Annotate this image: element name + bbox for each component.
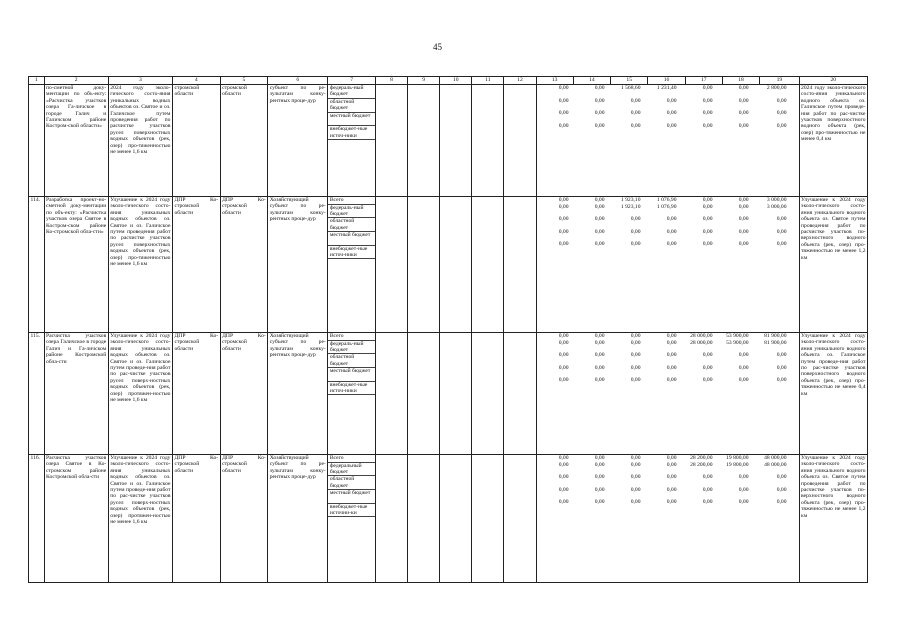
funding-source: Всего xyxy=(328,197,375,205)
amount-value: 0,00 xyxy=(776,122,787,129)
funding-sources xyxy=(328,197,376,333)
values-row xyxy=(537,110,799,123)
amount-value: 0,00 xyxy=(558,474,569,480)
values-row xyxy=(537,365,799,378)
empty-cell xyxy=(440,197,472,333)
amount-value: 0,00 xyxy=(738,474,749,480)
expected-result: Улучшение к 2024 году эколо-гического состо-яния уникального водного объекта оз. Галичское путем проведе-ния работ по рас-чистке участков поверхностного водного объекта (рек, озер) про-тяженностью не менее 0,4 км xyxy=(799,333,867,455)
responsible-body: ДПР Ко-стромской области xyxy=(172,455,220,583)
amount-value: 0,00 xyxy=(666,241,677,247)
amount-value: 0,00 xyxy=(594,333,605,339)
responsible-body: стромской области xyxy=(172,85,220,197)
program-table xyxy=(28,76,868,583)
funding-values xyxy=(536,333,799,455)
amount-value: 53 900,00 xyxy=(726,339,749,346)
amount-value: 19 800,00 xyxy=(726,461,749,468)
amount-value: 1 923,10 xyxy=(620,197,641,203)
row-number: 116. xyxy=(29,455,45,583)
amount-value: 0,00 xyxy=(776,216,787,222)
header-col-8: 8 xyxy=(375,77,407,85)
amount-value: 0,00 xyxy=(594,455,605,461)
values-row xyxy=(537,499,799,512)
amount-value: 0,00 xyxy=(558,241,569,247)
empty-cell xyxy=(504,85,536,197)
amount-value: 0,00 xyxy=(666,455,677,461)
funding-source: местный бюджет xyxy=(328,232,375,246)
funding-source: внебюджет-ные источ-ники xyxy=(328,246,375,260)
header-col-6: 6 xyxy=(268,77,328,85)
amount-value: 0,00 xyxy=(630,474,641,480)
header-col-20: 20 xyxy=(799,77,867,85)
amount-value: 0,00 xyxy=(594,486,605,493)
empty-cell xyxy=(504,333,536,455)
amount-value: 0,00 xyxy=(594,85,605,91)
table-row xyxy=(29,197,868,333)
expected-result: Улучшение к 2024 году эколо-гического состо-яния уникального водного объекта оз. Святое путем проведения работ по расчистке участков по-верхностного водного объекта (рек, озер) про-тяженностью не менее 1,2 км xyxy=(799,197,867,333)
amount-value: 0,00 xyxy=(558,203,569,210)
table-row xyxy=(29,455,868,583)
amount-value: 53 900,00 xyxy=(726,333,749,339)
activity-name: по-сметной доку-ментации по объ-екту: «Расчистка участков озера Га-личское в городе Галич и Галичском районе Костром-ской области» xyxy=(44,85,108,197)
subject-cell: Хозяйствующий субъект по ре-зультатам конку-рентных проце-дур xyxy=(268,333,328,455)
subject-cell: Хозяйствующий субъект по ре-зультатам конку-рентных проце-дур xyxy=(268,455,328,583)
amount-value: 0,00 xyxy=(738,203,749,210)
values-row xyxy=(537,487,799,500)
header-col-7: 7 xyxy=(328,77,376,85)
amount-value: 0,00 xyxy=(630,364,641,371)
amount-value: 0,00 xyxy=(702,97,713,104)
activity-purpose: Улучшение к 2024 году эколо-гического состо-яния уникальных водных объектов оз. Святое и оз. Галичское путем проведе-ния работ по рас-чистке участков русел поверх-ностных водных объектов (рек, озер) протяжен-ностью не менее 1,6 км xyxy=(108,333,172,455)
amount-value: 0,00 xyxy=(776,228,787,235)
amount-value: 0,00 xyxy=(776,377,787,383)
activity-purpose: Улучшение к 2024 году эколо-гического состо-яния уникальных водных объектов оз. Святое и оз. Галичское путем проведе-ния работ по рас-чистке участков русел поверх-ностных водных объектов (рек, озер) протяжен-ностью не менее 1,6 км xyxy=(108,455,172,583)
amount-value: 0,00 xyxy=(630,216,641,222)
amount-value: 0,00 xyxy=(630,228,641,235)
funding-source: Всего xyxy=(328,455,375,463)
amount-value: 0,00 xyxy=(702,352,713,358)
empty-cell xyxy=(408,333,440,455)
amount-value: 0,00 xyxy=(702,203,713,210)
empty-cell xyxy=(472,197,504,333)
values-row xyxy=(537,229,799,242)
header-row xyxy=(29,77,868,85)
amount-value: 0,00 xyxy=(776,364,787,371)
funding-source: Всего xyxy=(328,333,375,341)
amount-value: 0,00 xyxy=(594,110,605,116)
expected-result: 2024 году эколо-гического состо-яния уникального водного объекта оз. Галичское путем проведе-ния работ по рас-чистке участков поверхностного водного объекта (рек, озер) про-тяженностью не менее 0,4 км xyxy=(799,85,867,197)
funding-sources xyxy=(328,85,376,197)
amount-value: 0,00 xyxy=(666,339,677,346)
empty-cell xyxy=(408,455,440,583)
header-col-9: 9 xyxy=(408,77,440,85)
amount-value: 0,00 xyxy=(666,228,677,235)
amount-value: 0,00 xyxy=(630,122,641,129)
amount-value: 0,00 xyxy=(558,461,569,468)
page-number: 45 xyxy=(433,42,442,52)
amount-value: 0,00 xyxy=(558,97,569,104)
header-col-2: 2 xyxy=(44,77,108,85)
activity-name: Разработка проект-но-сметной доку-ментации по объ-екту: «Расчистка участков озера Святое в Костром-ском районе Ко-стромской обла-сти» xyxy=(44,197,108,333)
responsible-body: ДПР Ко-стромской области xyxy=(172,333,220,455)
executor-body: стромской области xyxy=(220,85,268,197)
amount-value: 0,00 xyxy=(776,97,787,104)
funding-values xyxy=(536,85,799,197)
empty-cell xyxy=(375,85,407,197)
header-col-12: 12 xyxy=(504,77,536,85)
empty-cell xyxy=(440,455,472,583)
amount-value: 0,00 xyxy=(738,486,749,493)
amount-value: 28 200,00 xyxy=(690,455,713,461)
executor-body: ДПР Ко-стромской области xyxy=(220,197,268,333)
amount-value: 3 000,00 xyxy=(766,203,787,210)
values-row xyxy=(537,462,799,475)
funding-source: областной бюджет xyxy=(328,476,375,490)
table-row xyxy=(29,333,868,455)
amount-value: 0,00 xyxy=(594,122,605,129)
amount-value: 0,00 xyxy=(738,377,749,383)
amount-value: 0,00 xyxy=(630,110,641,116)
funding-source: внебюджет-ные источ-ники xyxy=(328,382,375,396)
amount-value: 1 568,60 xyxy=(620,85,641,91)
amount-value: 81 900,00 xyxy=(764,333,787,339)
amount-value: 0,00 xyxy=(594,474,605,480)
amount-value: 0,00 xyxy=(666,474,677,480)
amount-value: 48 000,00 xyxy=(764,455,787,461)
amount-value: 1 923,10 xyxy=(620,203,641,210)
amount-value: 0,00 xyxy=(594,216,605,222)
amount-value: 81 900,00 xyxy=(764,339,787,346)
amount-value: 0,00 xyxy=(702,241,713,247)
amount-value: 0,00 xyxy=(558,197,569,203)
amount-value: 0,00 xyxy=(738,352,749,358)
amount-value: 0,00 xyxy=(666,461,677,468)
amount-value: 0,00 xyxy=(594,461,605,468)
amount-value: 0,00 xyxy=(666,110,677,116)
amount-value: 0,00 xyxy=(630,499,641,505)
header-col-19: 19 xyxy=(760,77,799,85)
empty-cell xyxy=(472,85,504,197)
empty-cell xyxy=(375,197,407,333)
amount-value: 28 000,00 xyxy=(690,339,713,346)
amount-value: 0,00 xyxy=(738,216,749,222)
funding-source: местный бюджет xyxy=(328,368,375,382)
funding-source: федераль-ный бюджет xyxy=(328,85,375,99)
header-col-4: 4 xyxy=(172,77,220,85)
amount-value: 0,00 xyxy=(594,499,605,505)
amount-value: 0,00 xyxy=(702,228,713,235)
header-col-18: 18 xyxy=(722,77,759,85)
amount-value: 0,00 xyxy=(630,333,641,339)
executor-body: ДПР Ко-стромской области xyxy=(220,455,268,583)
expected-result: Улучшение к 2024 году эколо-гического состо-яния уникального водного объекта оз. Святое путем проведения работ по расчистке участков по-верхностного водного объекта (рек, озер) про-тяженностью не менее 1,2 км xyxy=(799,455,867,583)
amount-value: 1 076,90 xyxy=(656,197,677,203)
amount-value: 0,00 xyxy=(666,377,677,383)
funding-source: местный бюджет xyxy=(328,490,375,504)
empty-cell xyxy=(440,85,472,197)
amount-value: 0,00 xyxy=(776,499,787,505)
funding-source: внебюджет-ные источни-ки xyxy=(328,504,375,518)
amount-value: 0,00 xyxy=(738,122,749,129)
amount-value: 0,00 xyxy=(776,110,787,116)
activity-purpose: Улучшение к 2024 году эколо-гического состо-яния уникальных водных объектов оз. Святое и оз. Галичское путем проведения работ по расчистке участков русел поверхностных водных объектов (рек, озер) про-тяженностью не менее 1,6 км xyxy=(108,197,172,333)
amount-value: 0,00 xyxy=(558,85,569,91)
amount-value: 0,00 xyxy=(738,228,749,235)
amount-value: 0,00 xyxy=(738,499,749,505)
amount-value: 0,00 xyxy=(558,455,569,461)
amount-value: 0,00 xyxy=(702,474,713,480)
amount-value: 0,00 xyxy=(738,241,749,247)
empty-cell xyxy=(375,333,407,455)
values-row xyxy=(537,474,799,487)
amount-value: 3 000,00 xyxy=(766,197,787,203)
activity-name: Расчистка участков озера Галичское в городе Галич и Га-личском районе Костромской обла-сти xyxy=(44,333,108,455)
amount-value: 0,00 xyxy=(666,364,677,371)
empty-cell xyxy=(504,455,536,583)
amount-value: 0,00 xyxy=(558,486,569,493)
amount-value: 0,00 xyxy=(558,352,569,358)
empty-cell xyxy=(472,333,504,455)
amount-value: 0,00 xyxy=(558,339,569,346)
values-row xyxy=(537,216,799,229)
funding-sources xyxy=(328,333,376,455)
row-number xyxy=(29,85,45,197)
amount-value: 0,00 xyxy=(630,486,641,493)
amount-value: 0,00 xyxy=(594,197,605,203)
amount-value: 0,00 xyxy=(702,85,713,91)
funding-source: местный бюджет xyxy=(328,113,375,127)
amount-value: 0,00 xyxy=(738,197,749,203)
amount-value: 0,00 xyxy=(702,499,713,505)
amount-value: 0,00 xyxy=(666,97,677,104)
funding-source: областной бюджет xyxy=(328,354,375,368)
executor-body: ДПР Ко-стромской области xyxy=(220,333,268,455)
funding-source: областной бюджет xyxy=(328,99,375,113)
amount-value: 1 231,40 xyxy=(656,85,677,91)
amount-value: 0,00 xyxy=(630,339,641,346)
values-row xyxy=(537,98,799,111)
row-number: 114. xyxy=(29,197,45,333)
funding-source: внебюджет-ные источ-ники xyxy=(328,126,375,140)
amount-value: 0,00 xyxy=(594,203,605,210)
amount-value: 0,00 xyxy=(630,455,641,461)
amount-value: 0,00 xyxy=(630,97,641,104)
funding-values xyxy=(536,197,799,333)
amount-value: 0,00 xyxy=(558,216,569,222)
values-row xyxy=(537,204,799,217)
amount-value: 28 200,00 xyxy=(690,461,713,468)
amount-value: 0,00 xyxy=(666,486,677,493)
subject-cell: Хозяйствующий субъект по ре-зультатам конку-рентных проце-дур xyxy=(268,197,328,333)
amount-value: 0,00 xyxy=(702,122,713,129)
values-row xyxy=(537,123,799,136)
amount-value: 0,00 xyxy=(594,97,605,104)
amount-value: 2 800,00 xyxy=(766,85,787,91)
amount-value: 0,00 xyxy=(776,241,787,247)
header-col-16: 16 xyxy=(648,77,685,85)
amount-value: 0,00 xyxy=(630,461,641,468)
amount-value: 0,00 xyxy=(558,333,569,339)
funding-sources xyxy=(328,455,376,583)
amount-value: 0,00 xyxy=(594,339,605,346)
header-col-5: 5 xyxy=(220,77,268,85)
funding-source: федераль-ный бюджет xyxy=(328,205,375,219)
activity-purpose: 2024 году эколо-гического состо-яния уникальных водных объектов оз. Святое и оз. Галичское путем проведения работ по расчистке участков русел поверхностных водных объектов (рек, озер) про-тяженностью не менее 1,6 км xyxy=(108,85,172,197)
header-col-13: 13 xyxy=(536,77,573,85)
empty-cell xyxy=(440,333,472,455)
amount-value: 0,00 xyxy=(702,197,713,203)
row-number: 115. xyxy=(29,333,45,455)
amount-value: 28 000,00 xyxy=(690,333,713,339)
amount-value: 0,00 xyxy=(702,216,713,222)
amount-value: 0,00 xyxy=(702,486,713,493)
amount-value: 0,00 xyxy=(702,364,713,371)
header-col-17: 17 xyxy=(685,77,722,85)
amount-value: 0,00 xyxy=(738,364,749,371)
amount-value: 0,00 xyxy=(558,228,569,235)
header-col-3: 3 xyxy=(108,77,172,85)
funding-values xyxy=(536,455,799,583)
amount-value: 0,00 xyxy=(558,110,569,116)
amount-value: 0,00 xyxy=(594,352,605,358)
amount-value: 48 000,00 xyxy=(764,461,787,468)
amount-value: 0,00 xyxy=(594,364,605,371)
amount-value: 0,00 xyxy=(630,241,641,247)
funding-source: областной бюджет xyxy=(328,218,375,232)
funding-source: федераль-ный бюджет xyxy=(328,341,375,355)
header-col-1: 1 xyxy=(29,77,45,85)
activity-name: Расчистка участков озера Святое в Ко-стромском районе Костромской обла-сти xyxy=(44,455,108,583)
amount-value: 0,00 xyxy=(738,110,749,116)
values-row xyxy=(537,352,799,365)
amount-value: 0,00 xyxy=(666,216,677,222)
amount-value: 0,00 xyxy=(558,499,569,505)
amount-value: 0,00 xyxy=(666,333,677,339)
header-col-14: 14 xyxy=(573,77,610,85)
empty-cell xyxy=(472,455,504,583)
amount-value: 0,00 xyxy=(738,85,749,91)
amount-value: 0,00 xyxy=(666,499,677,505)
amount-value: 0,00 xyxy=(594,228,605,235)
amount-value: 0,00 xyxy=(630,377,641,383)
amount-value: 0,00 xyxy=(702,377,713,383)
amount-value: 0,00 xyxy=(702,110,713,116)
header-col-15: 15 xyxy=(611,77,648,85)
subject-cell: субъект по ре-зультатам конку-рентных проце-дур xyxy=(268,85,328,197)
amount-value: 0,00 xyxy=(666,122,677,129)
amount-value: 1 076,90 xyxy=(656,203,677,210)
header-col-10: 10 xyxy=(440,77,472,85)
table-row xyxy=(29,85,868,197)
values-row xyxy=(537,340,799,353)
funding-source: федеральный бюджет xyxy=(328,463,375,477)
amount-value: 0,00 xyxy=(630,352,641,358)
amount-value: 0,00 xyxy=(594,241,605,247)
amount-value: 0,00 xyxy=(558,364,569,371)
empty-cell xyxy=(504,197,536,333)
empty-cell xyxy=(375,455,407,583)
amount-value: 0,00 xyxy=(738,97,749,104)
empty-cell xyxy=(408,197,440,333)
amount-value: 0,00 xyxy=(558,377,569,383)
amount-value: 0,00 xyxy=(594,377,605,383)
responsible-body: ДПР Ко-стромской области xyxy=(172,197,220,333)
header-col-11: 11 xyxy=(472,77,504,85)
values-row xyxy=(537,241,799,254)
amount-value: 0,00 xyxy=(776,486,787,493)
values-row xyxy=(537,85,799,98)
values-row xyxy=(537,377,799,390)
amount-value: 0,00 xyxy=(776,474,787,480)
amount-value: 19 800,00 xyxy=(726,455,749,461)
amount-value: 0,00 xyxy=(666,352,677,358)
empty-cell xyxy=(408,85,440,197)
amount-value: 0,00 xyxy=(558,122,569,129)
amount-value: 0,00 xyxy=(776,352,787,358)
